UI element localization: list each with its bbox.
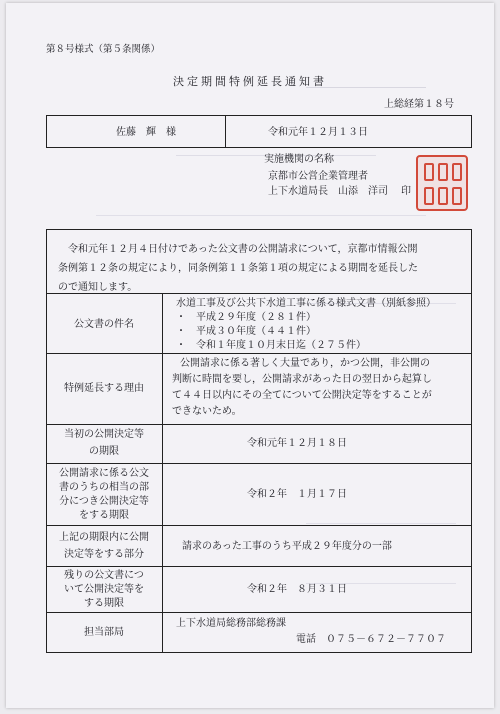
reason-label: 特例延長する理由 [64,383,144,394]
document-name-line-3: ・ 平成３０年度（４４１件） [176,326,316,337]
department-value: 上下水道局総務部総務課 [176,618,286,629]
document-name-line-1: 水道工事及び公共下水道工事に係る様式文書（別紙参照） [176,298,436,309]
issuer-org: 京都市公営企業管理者 [268,171,368,182]
partial-deadline-label-4: をする期限 [79,510,129,521]
partial-deadline-value: 令和２年 １月１７日 [247,489,347,500]
initial-deadline-value: 令和元年１２月１８日 [247,438,347,449]
document-number: 上総経第１８号 [384,99,454,110]
document-page [6,3,494,708]
reason-line-4: できないため。 [172,406,242,417]
initial-deadline-label-1: 当初の公開決定等 [64,429,144,440]
addressee-name: 佐藤 輝 様 [116,127,176,138]
form-number: 第８号様式（第５条関係） [46,44,161,55]
document-name-line-4: ・ 令和１年度１０月末日迄（２７５件） [176,340,366,351]
initial-deadline-label-2: の期限 [89,446,119,457]
document-name-line-2: ・ 平成２９年度（２８１件） [176,312,316,323]
partial-deadline-label-2: 書のうちの相当の部 [59,482,149,493]
remaining-deadline-label-1: 残りの公文書につ [64,570,144,581]
remaining-deadline-label-3: する期限 [84,598,124,609]
issuer-heading: 実施機関の名称 [264,154,334,165]
issuer-person: 上下水道局長 山添 洋司 [268,186,388,197]
partial-scope-label-1: 上記の期限内に公開 [59,532,149,543]
personal-seal-mark: 印 [401,186,411,197]
reason-line-1: 公開請求に係る著しく大量であり，かつ公開，非公開の [180,358,430,369]
document-name-label: 公文書の件名 [74,319,134,330]
reason-line-3: て４４日以内にその全てについて公開決定等をすることが [172,390,432,401]
official-seal-stamp [416,155,468,211]
issue-date: 令和元年１２月１３日 [268,127,368,138]
notice-line-2: 条例第１２条の規定により，同条例第１１条第１項の規定による期間を延長した [58,263,418,274]
department-phone: 電話 ０７５－６７２－７７０７ [296,634,446,645]
notice-line-3: ので通知します。 [58,282,138,293]
remaining-deadline-label-2: いて公開決定等を [64,584,144,595]
partial-deadline-label-1: 公開請求に係る公文 [59,468,149,479]
reason-line-2: 判断に時間を要し，公開請求があった日の翌日から起算し [172,374,432,385]
partial-scope-label-2: 決定等をする部分 [64,549,144,560]
partial-deadline-label-3: 分につき公開決定等 [59,496,149,507]
notice-line-1: 令和元年１２月４日付けであった公文書の公開請求について，京都市情報公開 [68,244,418,255]
remaining-deadline-value: 令和２年 ８月３１日 [247,584,347,595]
addressee-box [46,115,472,148]
department-label: 担当部局 [84,627,124,638]
document-title: 決定期間特例延長通知書 [173,75,327,88]
partial-scope-value: 請求のあった工事のうち平成２９年度分の一部 [182,541,392,552]
